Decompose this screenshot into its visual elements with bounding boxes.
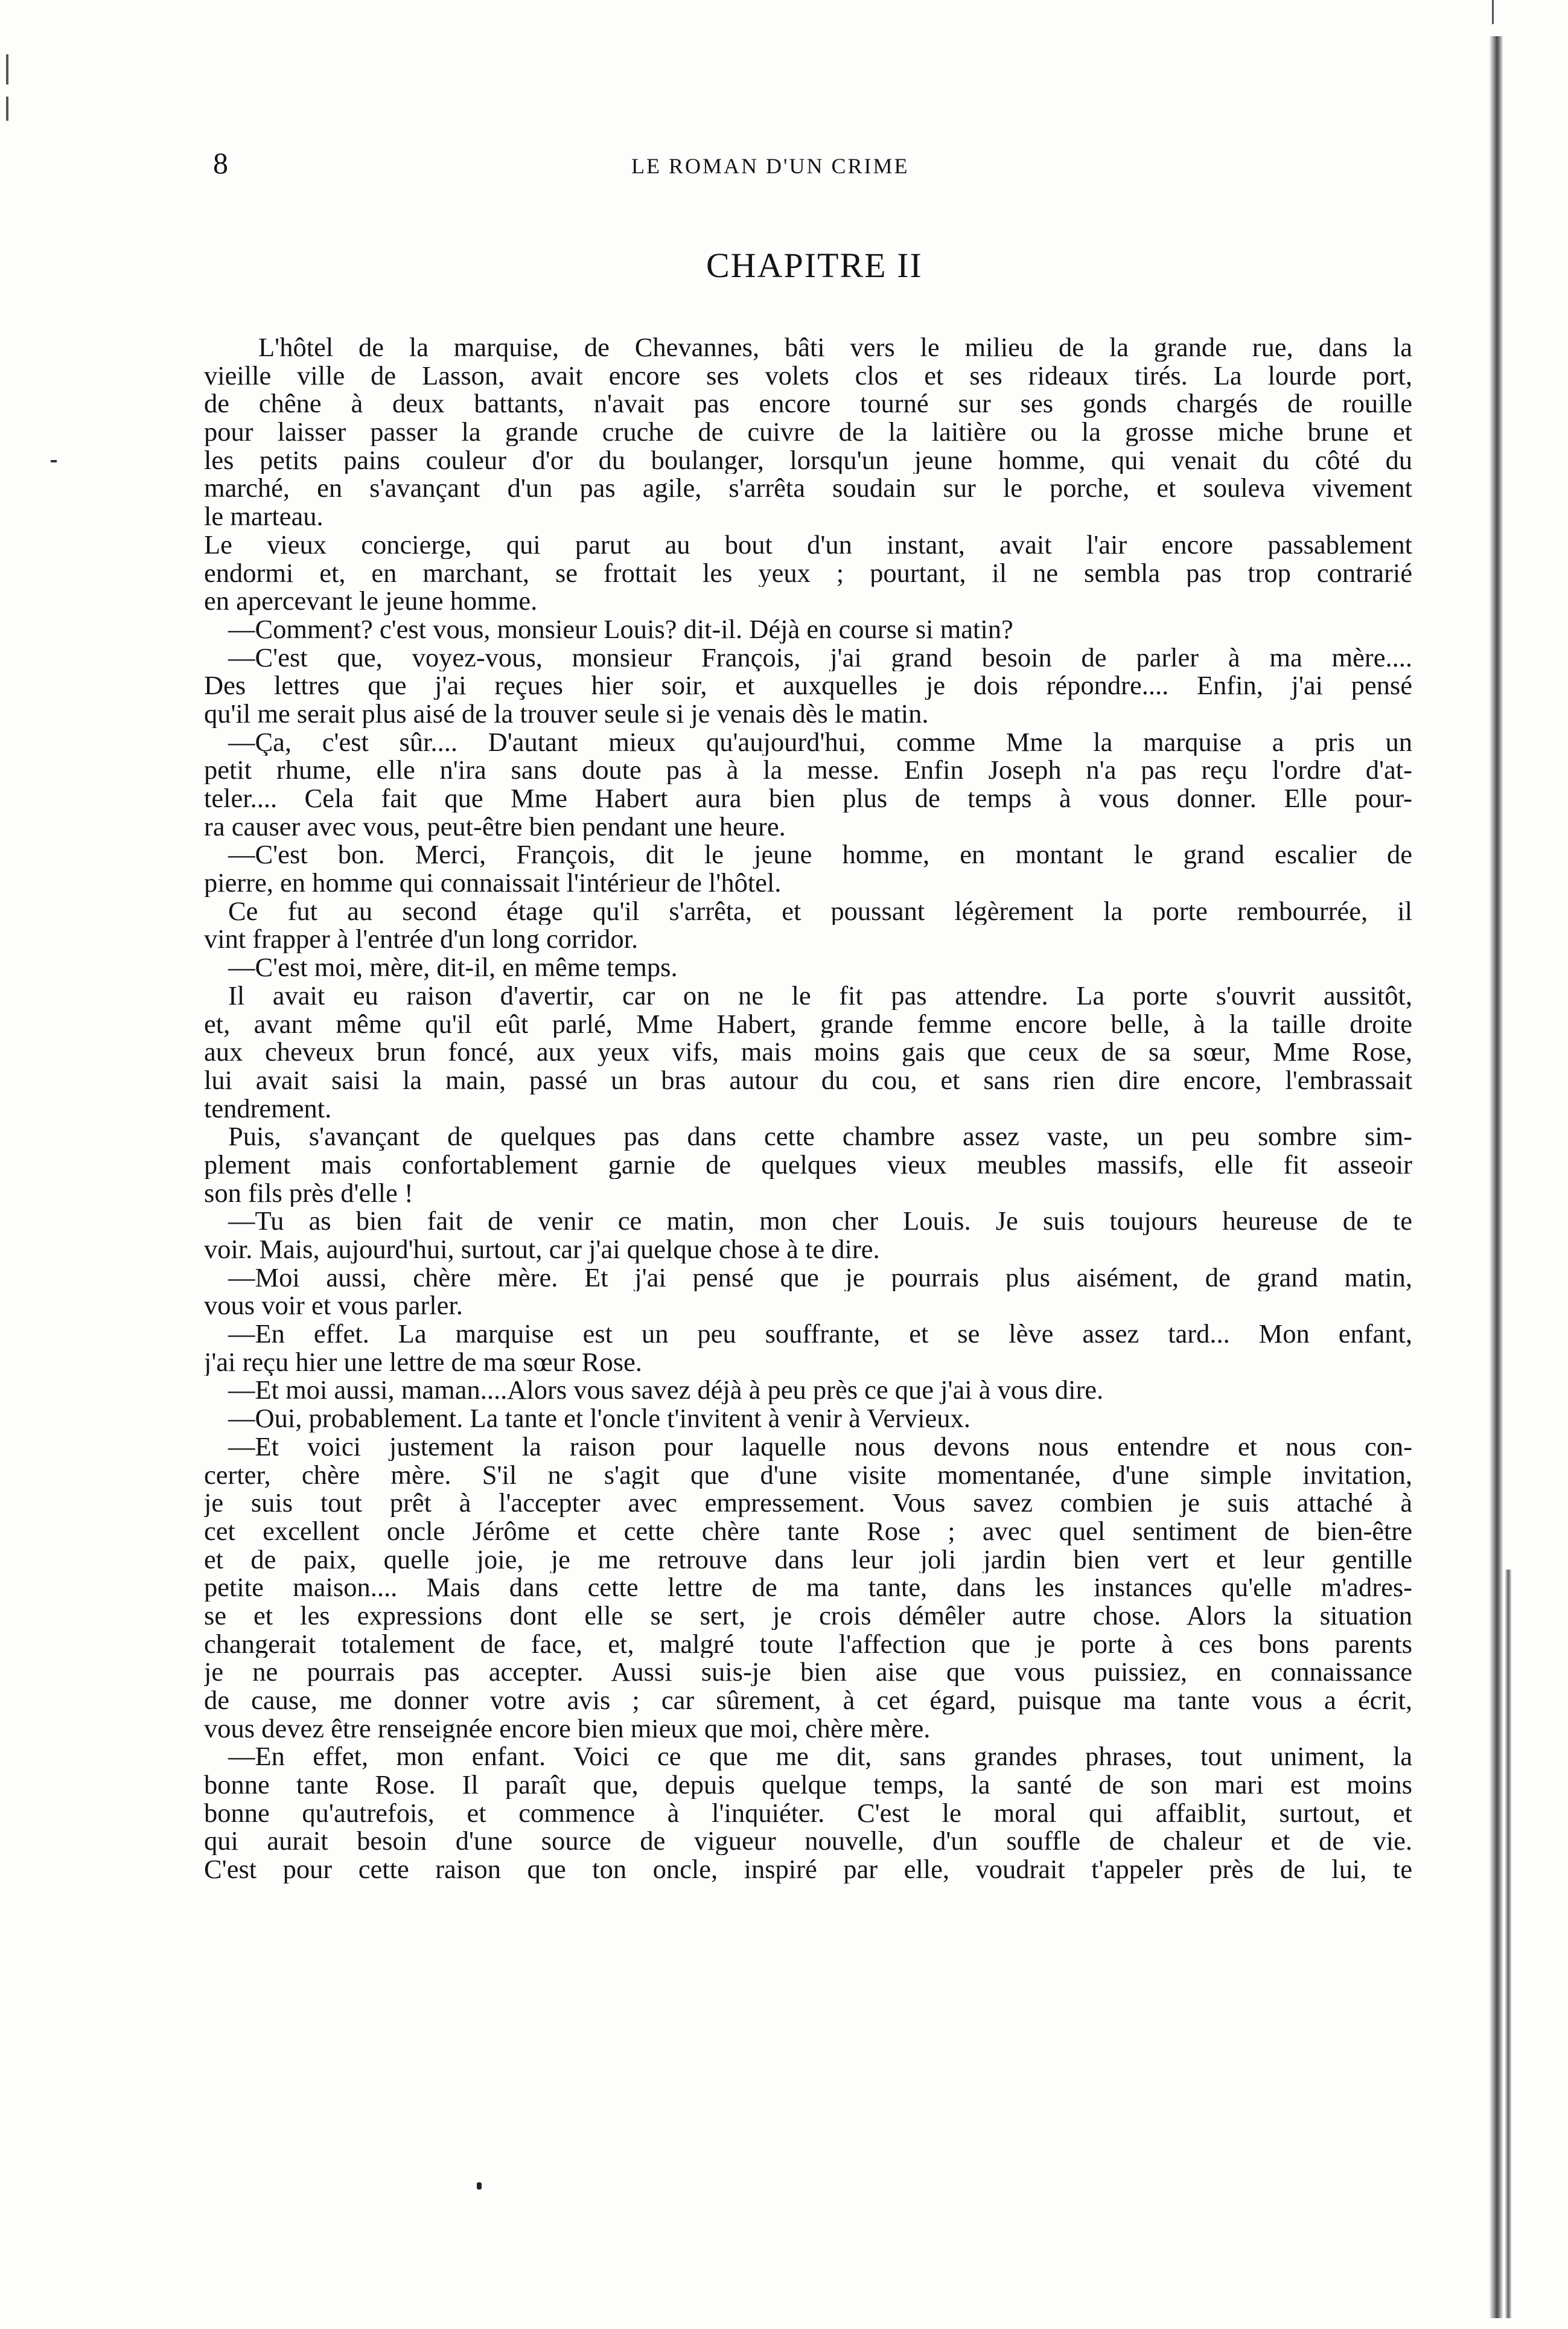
text-line: —Ça, c'est sûr.... D'autant mieux qu'aujourd'hui, comme Mme la marquise a pris un bbox=[228, 727, 1412, 756]
text-line: Il avait eu raison d'avertir, car on ne le fit pas attendre. La porte s'ouvrit aussitôt, bbox=[228, 981, 1412, 1010]
text-line: je ne pourrais pas accepter. Aussi suis-je bien aise que vous puissiez, en connaissance bbox=[204, 1658, 1412, 1686]
text-line: —Comment? c'est vous, monsieur Louis? dit-il. Déjà en course si matin? bbox=[228, 615, 1013, 644]
text-line: je suis tout prêt à l'accepter avec empressement. Vous savez combien je suis attaché à bbox=[204, 1489, 1412, 1517]
scan-artifact-dash bbox=[51, 460, 57, 462]
text-line: bonne tante Rose. Il paraît que, depuis quelque temps, la santé de son mari est moins bbox=[204, 1771, 1412, 1799]
text-line: endormi et, en marchant, se frottait les yeux ; pourtant, il ne sembla pas trop contrarié bbox=[204, 558, 1412, 587]
text-line: de chêne à deux battants, n'avait pas encore tourné sur ses gonds chargés de rouille bbox=[204, 389, 1412, 418]
text-line: —En effet, mon enfant. Voici ce que me dit, sans grandes phrases, tout uniment, la bbox=[228, 1742, 1412, 1771]
text-line: ra causer avec vous, peut-être bien pendant une heure. bbox=[204, 812, 786, 841]
text-line: —Oui, probablement. La tante et l'oncle t'invitent à venir à Vervieux. bbox=[228, 1404, 970, 1433]
text-line: les petits pains couleur d'or du boulanger, lorsqu'un jeune homme, qui venait du côté du bbox=[204, 446, 1412, 474]
text-line: tendrement. bbox=[204, 1094, 332, 1123]
text-line: voir. Mais, aujourd'hui, surtout, car j'ai quelque chose à te dire. bbox=[204, 1235, 880, 1264]
text-line: vieille ville de Lasson, avait encore ses volets clos et ses rideaux tirés. La lourde port, bbox=[204, 361, 1412, 390]
text-line: et de paix, quelle joie, je me retrouve dans leur joli jardin bien vert et leur gentille bbox=[204, 1545, 1412, 1574]
text-line: lui avait saisi la main, passé un bras autour du cou, et sans rien dire encore, l'embrassait bbox=[204, 1065, 1412, 1094]
text-line: marché, en s'avançant d'un pas agile, s'arrêta soudain sur le porche, et souleva vivement bbox=[204, 474, 1412, 503]
text-line: bonne qu'autrefois, et commence à l'inquiéter. C'est le moral qui affaiblit, surtout, et bbox=[204, 1798, 1412, 1827]
ink-speck bbox=[477, 2182, 482, 2190]
text-line: son fils près d'elle ! bbox=[204, 1178, 413, 1207]
text-line: —Et moi aussi, maman....Alors vous savez déjà à peu près ce que j'ai à vous dire. bbox=[228, 1376, 1104, 1405]
scan-artifact-mark bbox=[6, 54, 8, 85]
text-line: qu'il me serait plus aisé de la trouver seule si je venais dès le matin. bbox=[204, 699, 929, 728]
text-line: et, avant même qu'il eût parlé, Mme Habert, grande femme encore belle, à la taille droite bbox=[204, 1009, 1412, 1038]
text-line: se et les expressions dont elle se sert, je crois démêler autre chose. Alors la situation bbox=[204, 1601, 1412, 1630]
scanned-page-edge-shadow bbox=[1505, 1570, 1511, 2318]
text-line: Le vieux concierge, qui parut au bout d'un instant, avait l'air encore passablement bbox=[204, 530, 1412, 559]
text-line: teler.... Cela fait que Mme Habert aura bien plus de temps à vous donner. Elle pour- bbox=[204, 784, 1412, 813]
text-line: —Moi aussi, chère mère. Et j'ai pensé que je pourrais plus aisément, de grand matin, bbox=[228, 1263, 1412, 1292]
scanned-page-edge bbox=[1490, 36, 1503, 2318]
text-line: Ce fut au second étage qu'il s'arrêta, et poussant légèrement la porte rembourrée, il bbox=[228, 896, 1412, 925]
text-line: vous devez être renseignée encore bien mieux que moi, chère mère. bbox=[204, 1714, 931, 1743]
text-line: L'hôtel de la marquise, de Chevannes, bâti vers le milieu de la grande rue, dans la bbox=[258, 333, 1412, 362]
text-line: C'est pour cette raison que ton oncle, inspiré par elle, voudrait t'appeler près de lui, te bbox=[204, 1855, 1412, 1883]
text-line: pierre, en homme qui connaissait l'intérieur de l'hôtel. bbox=[204, 869, 782, 897]
text-line: le marteau. bbox=[204, 502, 323, 531]
scan-artifact-mark bbox=[6, 97, 8, 121]
text-line: —Tu as bien fait de venir ce matin, mon cher Louis. Je suis toujours heureuse de te bbox=[228, 1207, 1412, 1235]
text-line: Puis, s'avançant de quelques pas dans cette chambre assez vaste, un peu sombre sim- bbox=[228, 1122, 1412, 1151]
text-line: en apercevant le jeune homme. bbox=[204, 587, 538, 615]
text-line: petit rhume, elle n'ira sans doute pas à la messe. Enfin Joseph n'a pas reçu l'ordre d'at- bbox=[204, 756, 1412, 784]
text-line: —C'est que, voyez-vous, monsieur François, j'ai grand besoin de parler à ma mère.... bbox=[228, 643, 1412, 672]
body-text bbox=[204, 333, 1412, 1883]
text-line: certer, chère mère. S'il ne s'agit que d'une visite momentanée, d'une simple invitation, bbox=[204, 1460, 1412, 1489]
chapter-title: CHAPITRE II bbox=[706, 246, 923, 285]
text-line: Des lettres que j'ai reçues hier soir, et auxquelles je dois répondre.... Enfin, j'ai pensé bbox=[204, 671, 1412, 700]
text-line: vous voir et vous parler. bbox=[204, 1291, 463, 1320]
text-line: —Et voici justement la raison pour laquelle nous devons nous entendre et nous con- bbox=[228, 1432, 1412, 1461]
running-title: LE ROMAN D'UN CRIME bbox=[631, 154, 910, 178]
page-number: 8 bbox=[213, 146, 228, 180]
text-line: j'ai reçu hier une lettre de ma sœur Rose. bbox=[204, 1347, 642, 1376]
text-line: aux cheveux brun foncé, aux yeux vifs, mais moins gais que ceux de sa sœur, Mme Rose, bbox=[204, 1038, 1412, 1066]
text-line: —C'est bon. Merci, François, dit le jeune homme, en montant le grand escalier de bbox=[228, 840, 1412, 869]
text-line: changerait totalement de face, et, malgré toute l'affection que je porte à ces bons parents bbox=[204, 1629, 1412, 1658]
scan-artifact-mark bbox=[1492, 0, 1494, 24]
text-line: qui aurait besoin d'une source de vigueur nouvelle, d'un souffle de chaleur et de vie. bbox=[204, 1827, 1412, 1856]
text-line: —C'est moi, mère, dit-il, en même temps. bbox=[228, 953, 678, 982]
text-line: pour laisser passer la grande cruche de cuivre de la laitière ou la grosse miche brune et bbox=[204, 418, 1412, 446]
text-line: plement mais confortablement garnie de quelques vieux meubles massifs, elle fit asseoir bbox=[204, 1150, 1412, 1179]
text-line: de cause, me donner votre avis ; car sûrement, à cet égard, puisque ma tante vous a écrit, bbox=[204, 1686, 1412, 1714]
text-line: cet excellent oncle Jérôme et cette chère tante Rose ; avec quel sentiment de bien-être bbox=[204, 1516, 1412, 1545]
text-line: vint frapper à l'entrée d'un long corridor. bbox=[204, 925, 639, 954]
text-line: petite maison.... Mais dans cette lettre de ma tante, dans les instances qu'elle m'adres- bbox=[204, 1573, 1412, 1602]
text-line: —En effet. La marquise est un peu souffrante, et se lève assez tard... Mon enfant, bbox=[228, 1320, 1412, 1348]
